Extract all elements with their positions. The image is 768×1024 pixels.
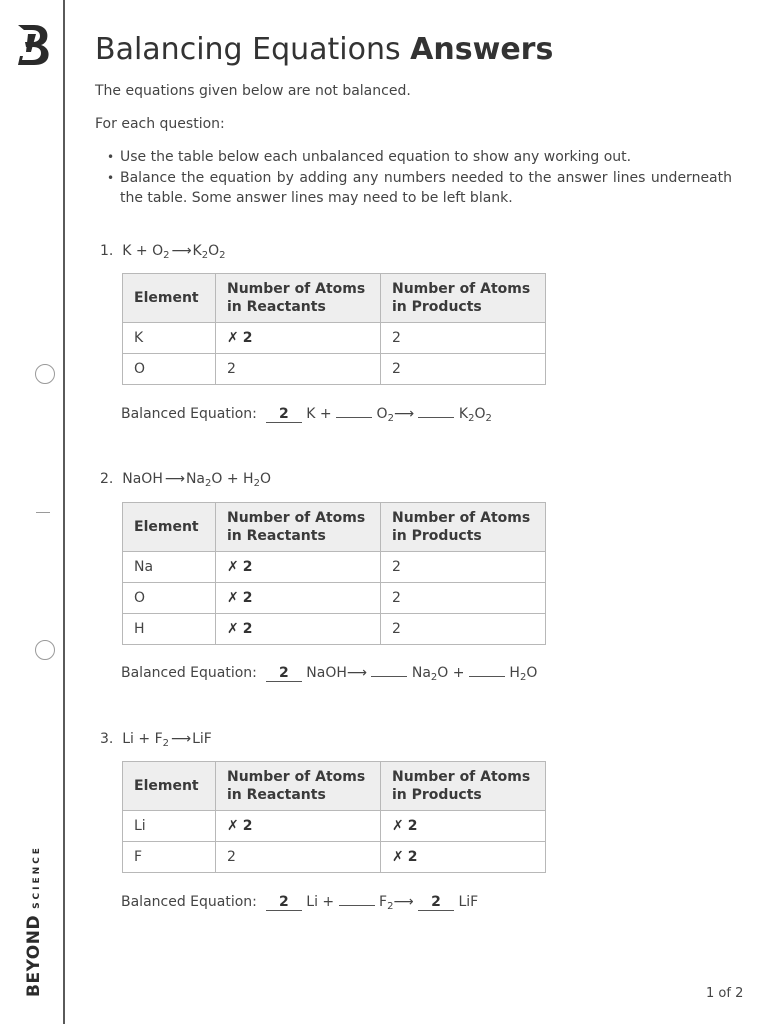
cell-element: Li [123, 811, 216, 842]
cell-element: O [123, 583, 216, 614]
answer-blank[interactable]: 2 [266, 666, 302, 682]
answer-blank[interactable] [339, 905, 375, 906]
cell-reactants: ✗ 2 [216, 323, 381, 354]
table-row [123, 614, 546, 645]
cell-element: H [123, 614, 216, 645]
strike-mark: ✗ [392, 818, 404, 834]
header-element: Element [123, 762, 216, 811]
answer-blank[interactable]: 2 [418, 895, 454, 911]
strike-mark: ✗ [227, 590, 239, 606]
cell-reactants: ✗ 2 [216, 811, 381, 842]
answer-blank[interactable]: 2 [266, 895, 302, 911]
instruction-item: • Balance the equation by adding any numbers needed to the answer lines underneath the table. Some answer lines may need to be left blank. [120, 168, 732, 208]
cell-element: Na [123, 552, 216, 583]
answer-blank[interactable] [371, 676, 407, 677]
cell-products: 2 [381, 552, 546, 583]
cell-reactants: 2 [216, 842, 381, 873]
balanced-equation-3: Balanced Equation: 2 $Li + F_2⟶$ 2 LiF [121, 894, 479, 912]
table-row [123, 552, 546, 583]
strike-mark: ✗ [227, 621, 239, 637]
question-3-equation: 3. $Li + F_2$ ⟶ LiF [100, 731, 212, 749]
answer-blank[interactable] [418, 417, 454, 418]
balanced-label: Balanced Equation: [121, 894, 257, 910]
balanced-equation-1: Balanced Equation: 2 $K + O_2⟶$ $K_2O_2$ [121, 406, 492, 424]
cell-reactants: ✗ 2 [216, 614, 381, 645]
cell-element: K [123, 323, 216, 354]
beyond-logo-icon [14, 22, 54, 66]
brand-word-beyond: BEYOND [24, 914, 44, 997]
header-products: Number of Atoms in Products [381, 503, 546, 552]
cell-products: 2 [381, 354, 546, 385]
strike-mark: ✗ [392, 849, 404, 865]
margin-line [63, 0, 65, 1024]
fold-mark [36, 512, 50, 513]
table-row [123, 583, 546, 614]
header-products: Number of Atoms in Products [381, 274, 546, 323]
balanced-equation-2: Balanced Equation: 2 NaOH⟶ $Na_2O + H_2O$ [121, 665, 538, 683]
cell-reactants: 2 [216, 354, 381, 385]
answer-blank[interactable]: 2 [266, 407, 302, 423]
cell-products: ✗ 2 [381, 842, 546, 873]
cell-products: 2 [381, 323, 546, 354]
cell-element: F [123, 842, 216, 873]
strike-mark: ✗ [227, 559, 239, 575]
table-row [123, 354, 546, 385]
intro-text: The equations given below are not balanced. [95, 83, 411, 99]
question-number: 3. [100, 731, 114, 747]
table-row [123, 323, 546, 354]
page-title [95, 32, 553, 67]
instruction-item: • Use the table below each unbalanced equation to show any working out. [120, 147, 732, 167]
header-element: Element [123, 274, 216, 323]
question-1-equation: 1. $K + O_2$ ⟶ $K_2O_2$ [100, 243, 226, 261]
table-row [123, 811, 546, 842]
balanced-label: Balanced Equation: [121, 406, 257, 422]
balanced-label: Balanced Equation: [121, 665, 257, 681]
header-products: Number of Atoms in Products [381, 762, 546, 811]
cell-products: 2 [381, 614, 546, 645]
for-each-text: For each question: [95, 116, 225, 132]
brand-wordmark [24, 845, 44, 997]
cell-products: 2 [381, 583, 546, 614]
question-2-equation: 2. NaOH ⟶ $Na_2O + H_2O$ [100, 471, 271, 489]
binder-hole [35, 364, 55, 384]
question-number: 1. [100, 243, 114, 259]
cell-reactants: ✗ 2 [216, 552, 381, 583]
header-reactants: Number of Atoms in Reactants [216, 762, 381, 811]
atoms-table-2 [122, 502, 546, 645]
title-regular: Balancing Equations [95, 32, 401, 67]
answer-blank[interactable] [336, 417, 372, 418]
header-element: Element [123, 503, 216, 552]
instruction-list [120, 147, 732, 208]
cell-reactants: ✗ 2 [216, 583, 381, 614]
question-number: 2. [100, 471, 114, 487]
page-number: 1 of 2 [706, 986, 744, 1001]
answer-blank[interactable] [469, 676, 505, 677]
header-reactants: Number of Atoms in Reactants [216, 274, 381, 323]
header-reactants: Number of Atoms in Reactants [216, 503, 381, 552]
cell-element: O [123, 354, 216, 385]
table-row [123, 842, 546, 873]
atoms-table-1 [122, 273, 546, 385]
strike-mark: ✗ [227, 330, 239, 346]
binder-hole [35, 640, 55, 660]
strike-mark: ✗ [227, 818, 239, 834]
cell-products: ✗ 2 [381, 811, 546, 842]
title-bold: Answers [410, 32, 554, 67]
brand-word-science: SCIENCE [32, 845, 42, 909]
atoms-table-3 [122, 761, 546, 873]
